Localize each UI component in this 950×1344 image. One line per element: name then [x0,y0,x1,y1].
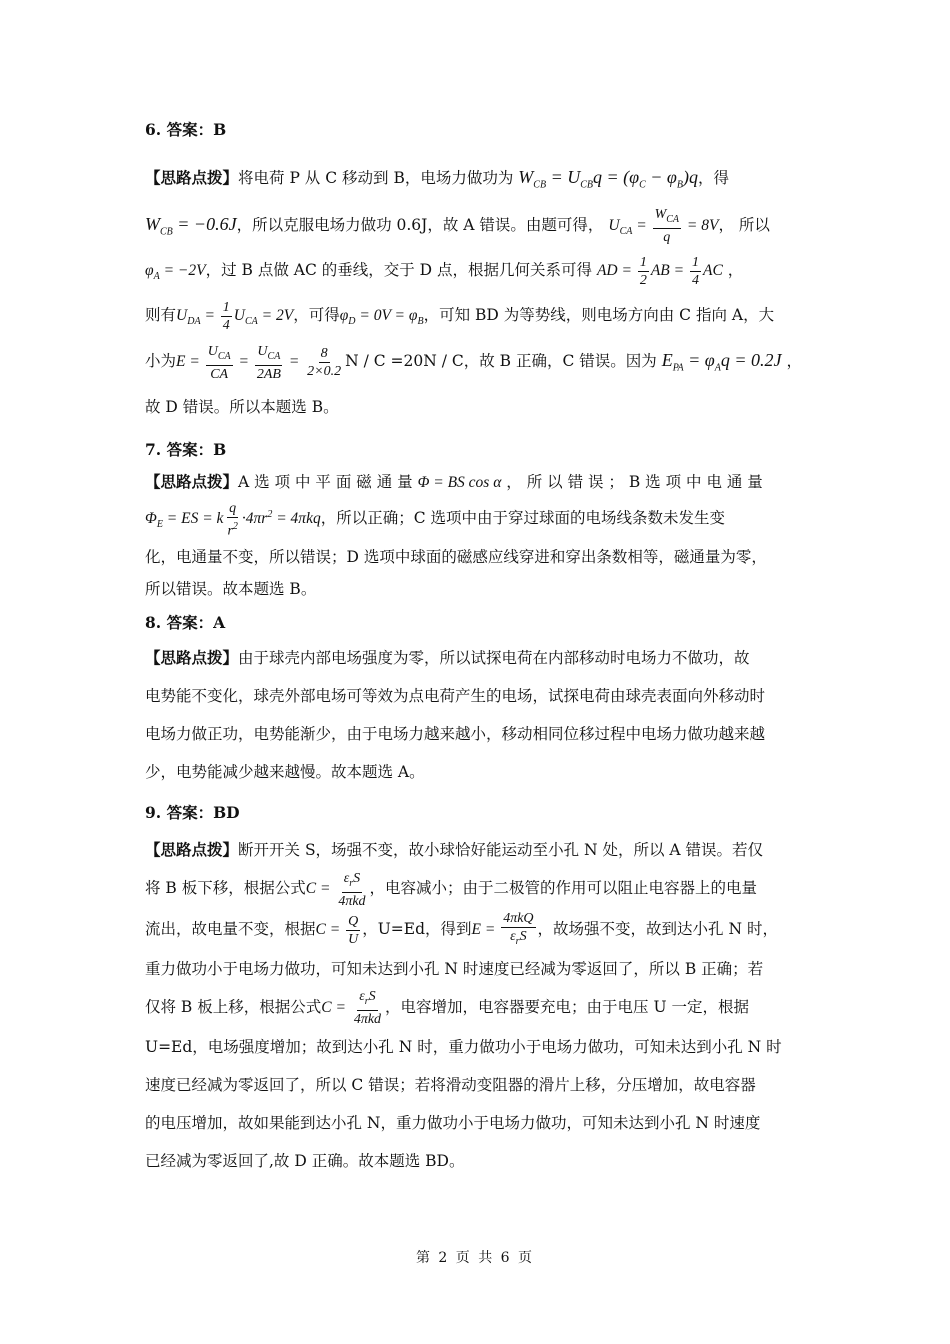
q6-text: ，可得 [293,306,340,325]
q9-text: 的电压增加，故如果能到达小孔 N，重力做功小于电场力做功，可知未达到小孔 N 时速度 [145,1114,761,1133]
q9-explanation [145,831,810,1180]
q9-text: 已经减为零返回了,故 D 正确。故本题选 BD。 [145,1152,465,1171]
q9-text: ，电容增加，电容器要充电；由于电压 U 一定，根据 [385,997,749,1016]
q7-explanation [145,466,810,605]
q8-answer: 8. 答案：A [145,613,226,633]
q6-text: ，得 [698,169,730,187]
q6-formula-ad: AD = $\frac{1}{2}$ AB = $\frac{1}{4}$ AC [596,255,723,289]
q7-answer: 7. 答案：B [145,439,227,459]
q6-answer: 6. 答案：B [145,120,227,139]
q6-text: ，所以克服电场力做功 0.6J，故 A 错误。由题可得， [236,215,604,234]
q9-formula-e: E = $\frac{\text{4πkQ}}{\varepsilon_rS}$ [471,911,534,947]
q8-text: 由于球壳内部电场强度为零，所以试探电荷在内部移动时电场力不做功，故 [238,649,750,668]
q6-text: 所以 [738,215,770,234]
q6-text: 则有 [145,306,177,325]
q6-formula-epa: $E_{PA} = \varphi_Aq = 0.2J$ [661,350,782,374]
q9-formula-c3: C = $\frac{\varepsilon_rS}{\text{4πkd}}$ [321,989,382,1028]
q6-formula-work: $W_{CB} = U_{CB}q = (\varphi_C - \varphi_B)q$ [518,167,698,191]
q9-formula-c1: C = $\frac{\varepsilon_rS}{\text{4πkd}}$ [305,870,366,909]
q6-formula-wcb: $W_{CB} = -0.6J$ [145,213,237,238]
q6-text: 小为 [145,352,177,371]
q9-text: 重力做功小于电场力做功，可知未达到小孔 N 时速度已经减为零返回了，所以 B 正确；若 [145,959,764,978]
q6-formula-uca: $U_{CA}$ = $\frac{W_{CA}}{q}$ = 8V [608,207,719,245]
q9-answer: 9. 答案：BD [145,803,240,823]
page-footer: 第 2 页 共 6 页 [415,1250,535,1266]
q9-text: 断开开关 S，场强不变，故小球恰好能运动至小孔 N 处，所以 A 错误。若仅 [238,841,764,860]
q7-text: 所以错误。故本题选 B。 [145,580,317,599]
q6-formula-phid: $\varphi_D = 0V = \varphi_B$ [339,307,424,328]
q9-text: 将 B 板下移，根据公式 [145,879,306,898]
q9-formula-c2: C = $\frac{Q}{U}$ [315,913,359,947]
q9-text: 仅将 B 板上移，根据公式 [145,997,322,1016]
q7-text: 化，电通量不变，所以错误；D 选项中球面的磁感应线穿进和穿出条数相等，磁通量为零， [145,548,767,567]
q8-text: 少，电势能减少越来越慢。故本题选 A。 [145,763,425,782]
q6-text: N / C =20N / C，故 B 正确，C 错误。因为 [345,352,657,371]
q9-text: 流出，故电量不变，根据 [145,919,316,938]
q7-formula-phi: Φ = BS cos α [417,473,502,491]
q7-label: 【思路点拨】 [145,471,239,491]
q8-text: 电势能不变化，球壳外部电场可等效为点电荷产生的电场，试探电荷由球壳表面向外移动时 [145,687,766,706]
q6-text: ，可知 BD 为等势线，则电场方向由 C 指向 A，大 [423,306,775,325]
q7-formula-phie: $\Phi_E$ = ES = k $\frac{q}{r^2}$ $\cdot 4\pi r^2 = 4\pi kq$ [145,500,321,539]
q9-text: ，故场强不变，故到达小孔 N 时， [537,919,778,938]
q6-formula-e: E = $\frac{U_{CA}}{CA}$ = $\frac{U_{CA}}{2AB}$ = $\frac{8}{2\times 0.2}$ [176,343,342,382]
q9-text: ，电容减小；由于二极管的作用可以阻止电容器上的电量 [369,879,758,898]
q7-text: ， 所 以 错 误 ； B 选 项 中 电 通 量 [506,472,763,491]
q6-text: ，过 B 点做 AC 的垂线，交于 D 点，根据几何关系可得 [205,261,593,280]
q8-text: 电场力做正功，电势能渐少，由于电场力越来越小，移动相同位移过程中电场力做功越来越 [145,725,766,744]
q6-text: 将电荷 P 从 C 移动到 B，电场力做功为 [238,169,514,187]
q9-text: 速度已经减为零返回了，所以 C 错误；若将滑动变阻器的滑片上移，分压增加，故电容器 [145,1076,756,1095]
q6-text: 故 D 错误。所以本题选 B。 [145,397,339,416]
q6-explanation: 【思路点拨】将电荷 P 从 C 移动到 B，电场力做功为 $W_{CB} = U_{CB}q = (\varphi_C - \varphi_B)q$，得 $W_{CB} = -0.6J$，所以克服电场力做功 0.6J，故 A 错误。由题可得， $U_{CA}$ = $\frac{W_{CA}}{q}$ = 8V， 所以 $\varphi_A = -2V$，过 B 点做 AC 的垂线，交于 D 点，根据几何关系可得 AD = $\frac{1}{2}$ AB = $\frac{1}{4}$ AC ， 则有$U_{DA}$ = $\frac{1}{4}$ $U_{CA} = 2V$，可得$\varphi_D = 0V = \varphi_B$，可知 BD 为等势线，则电场方向由 C 指向 A，大 小为E = $\frac{U_{CA}}{CA}$ = $\frac{U_{CA}}{2AB}$ = $\frac{8}{2\times 0.2}$ N / C =20N / C，故 B 正确，C 错误。因为 $E_{PA} = \varphi_Aq = 0.2J$ ， 故 D 错误。所以本题选 B。 [145,167,802,416]
q6-formula-phia: $\varphi_A = -2V$ [145,262,206,283]
q7-text: ，所以正确；C 选项中由于穿过球面的电场线条数未发生变 [320,509,725,528]
q9-text: ，U=Ed，得到 [362,919,472,938]
q8-explanation [145,639,810,791]
q8-label: 【思路点拨】 [145,648,239,668]
page-content [145,118,810,1180]
q6-formula-uda: $U_{DA}$ = $\frac{1}{4}$ $U_{CA} = 2V$ [176,300,294,334]
q7-text: A 选 项 中 平 面 磁 通 量 [238,472,413,491]
q9-label: 【思路点拨】 [145,840,239,860]
q6-label: 【思路点拨】 [145,168,239,187]
q9-text: U=Ed，电场强度增加；故到达小孔 N 时，重力做功小于电场力做功，可知未达到小孔 N 时 [145,1038,782,1057]
